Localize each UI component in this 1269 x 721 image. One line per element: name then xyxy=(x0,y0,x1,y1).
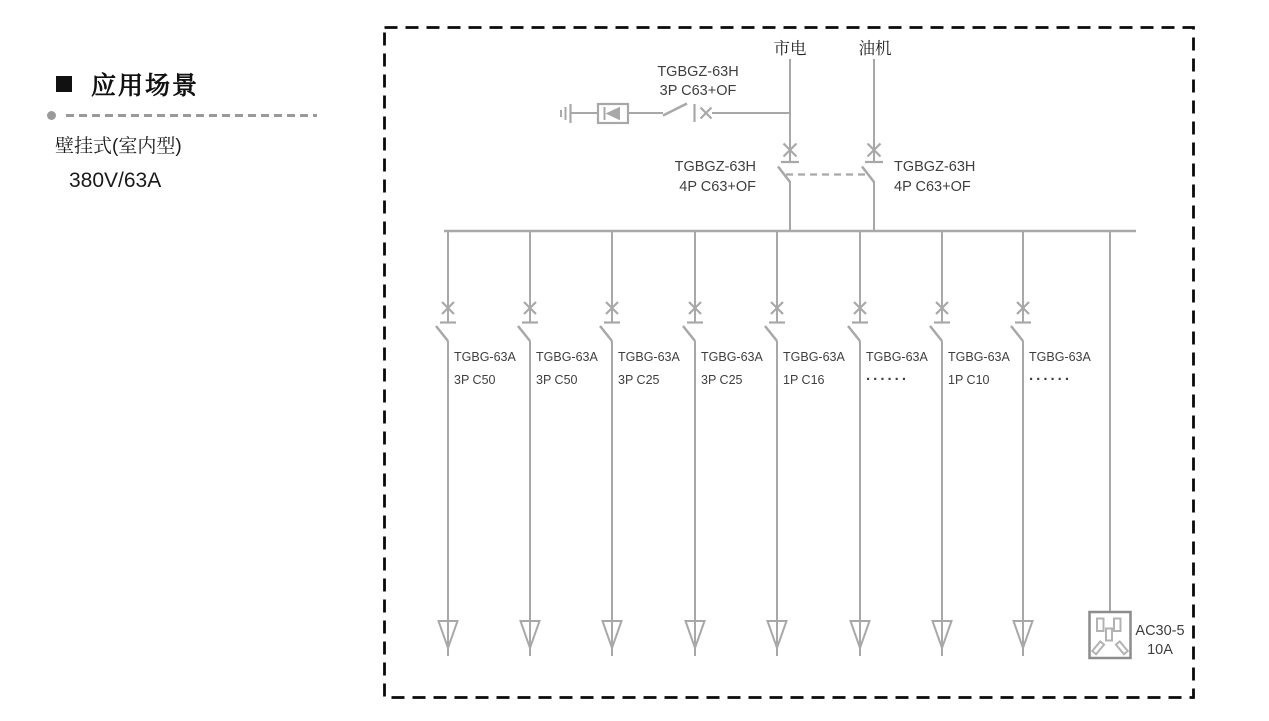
feeder-model-label: TGBG-63A xyxy=(866,350,928,364)
rating-label: 380V/63A xyxy=(69,169,162,192)
feeder-branch xyxy=(765,231,845,656)
feeder-spec-label: 3P C25 xyxy=(701,373,743,387)
feeder-spec-label: 3P C50 xyxy=(454,373,496,387)
feeder-branch xyxy=(518,231,598,656)
feeder-branch xyxy=(1011,231,1091,656)
feeder-model-label: TGBG-63A xyxy=(618,350,680,364)
feeder-spec-label: 3P C50 xyxy=(536,373,578,387)
mains-source xyxy=(774,39,807,162)
feeder-spec-label: ...... xyxy=(1029,367,1073,384)
feeder-spec-label: 3P C25 xyxy=(618,373,660,387)
generator-breaker-spec-label: 4P C63+OF xyxy=(894,179,971,195)
surge-protector-icon xyxy=(598,104,628,123)
surge-breaker-model-label: TGBGZ-63H xyxy=(657,64,739,80)
generator-label: 油机 xyxy=(858,40,892,58)
section-title: 应用场景 xyxy=(91,72,200,100)
feeder-branch xyxy=(930,231,1010,656)
feeder-spec-label: 1P C16 xyxy=(783,373,825,387)
feeder-branch xyxy=(848,231,928,656)
feeder-model-label: TGBG-63A xyxy=(454,350,516,364)
socket-icon xyxy=(1090,612,1131,658)
socket-rating-label: 10A xyxy=(1147,642,1173,658)
transfer-switch xyxy=(675,144,976,232)
feeder-branch xyxy=(600,231,680,656)
socket-branch xyxy=(1090,231,1185,658)
socket-model-label: AC30-5 xyxy=(1135,623,1185,639)
generator-source xyxy=(859,39,893,162)
generator-breaker-model-label: TGBGZ-63H xyxy=(894,159,976,175)
feeder-model-label: TGBG-63A xyxy=(783,350,845,364)
surge-branch xyxy=(561,64,791,123)
feeders-group xyxy=(436,231,1091,656)
mount-type-label: 壁挂式(室内型) xyxy=(55,136,182,157)
feeder-model-label: TGBG-63A xyxy=(1029,350,1091,364)
feeder-branch xyxy=(683,231,763,656)
mains-label: 市电 xyxy=(773,40,807,58)
mains-transfer-breaker-icon xyxy=(778,144,799,232)
surge-breaker-spec-label: 3P C63+OF xyxy=(659,83,737,99)
mains-breaker-model-label: TGBGZ-63H xyxy=(674,159,756,175)
feeder-model-label: TGBG-63A xyxy=(536,350,598,364)
feeder-branch xyxy=(436,231,516,656)
feeder-spec-label: 1P C10 xyxy=(948,373,990,387)
generator-transfer-breaker-icon xyxy=(862,144,883,232)
feeder-model-label: TGBG-63A xyxy=(701,350,763,364)
mains-breaker-spec-label: 4P C63+OF xyxy=(679,179,756,195)
feeder-model-label: TGBG-63A xyxy=(948,350,1010,364)
feeder-spec-label: ...... xyxy=(866,367,910,384)
surge-breaker-icon xyxy=(663,104,712,123)
ground-icon xyxy=(561,104,571,123)
